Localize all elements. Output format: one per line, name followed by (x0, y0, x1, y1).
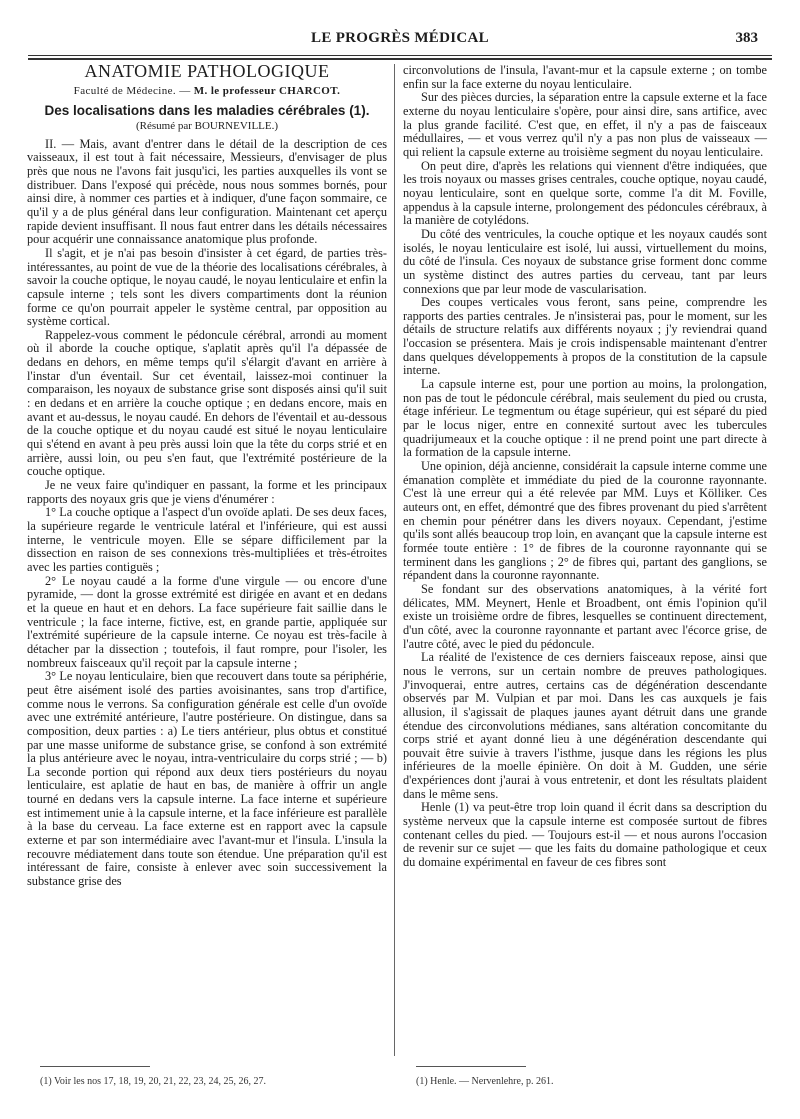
footnote-right: (1) Henle. — Nervenlehre, p. 261. (416, 1076, 554, 1087)
article-title: Des localisations dans les maladies cérébrales (1). (44, 103, 370, 119)
right-column (403, 64, 767, 870)
paragraph: 2° Le noyau caudé a la forme d'une virgule — ou encore d'une pyramide, — dont la grosse extrémité est dirigée en avant et en dedans et la queue en haut et en dehors. La face supérieure fait saillie dans le ventricule ; la face interne, fictive, est, en grande partie, appliquée sur l'extrémité supérieure de la capsule interne. Ce noyau est très-facile à détacher par la dissection ; toutefois, il faut rompre, pour l'isoler, les nombreux faisceaux qu'il reçoit par la capsule interne ; (27, 573, 387, 670)
paragraph: Henle (1) va peut-être trop loin quand il écrit dans sa description du système nerveux que la capsule interne est composée surtout de fibres contenant celles du pied. — Toujours est-il — et nous aurons l'occasion de revenir sur ce sujet — que les faits du domaine pathologique et ceux du domaine expérimental en faveur de ces fibres sont (403, 800, 767, 870)
paragraph-continued: circonvolutions de l'insula, l'avant-mur et la capsule externe ; on tombe enfin sur la face externe du noyau lenticulaire. (403, 63, 767, 91)
paragraph: 3° Le noyau lenticulaire, bien que recouvert dans toute sa périphérie, peut être aisément isolé des parties avoisinantes, sans trop d'artifice, comme nous le verrons. Sa configuration générale est celle d'un ovoïde avec une extrémité antérieure, l'autre postérieure. On distingue, dans sa composition, deux parties : a) Le tiers antérieur, plus obtus et constitué par une masse uniforme de substance grise, se confond à son extrémité la plus antérieure avec le noyau, intra-ventriculaire du corps strié ; — b) La seconde portion qui répond aux deux tiers postérieurs du noyau lenticulaire, est aplatie de haut en bas, de manière à offrir un angle tourné en dedans vers la capsule interne. La face interne et supérieure est intimement unie à la capsule interne, et la face inférieure est parallèle à la base du cerveau. La face externe est en rapport avec la capsule externe et par son intermédiaire avec l'avant-mur et l'insula. L'insula la recouvre médiatement dans toute son étendue. Une préparation qu'il est intéressant de faire, consiste à enlever avec soin successivement la substance grise des (27, 669, 387, 889)
section-title: ANATOMIE PATHOLOGIQUE (84, 61, 330, 81)
paragraph: Une opinion, déjà ancienne, considérait la capsule interne comme une émanation complète et immédiate du pied de la couronne rayonnante. C'est là une erreur qui a été relevée par MM. Luys et Kölliker. Ces auteurs ont, en effet, démontré que des fibres provenant du pied s'arrêtent en chemin pour pénétrer dans les divers noyaux. Cependant, j'estime qu'ils sont allés beaucoup trop loin, en avançant que la capsule interne est formée toute entière : 1° de fibres de la couronne rayonnante qui se terminent dans les ganglions ; 2° de fibres qui, partant des ganglions, se répandent dans la couronne rayonnante. (403, 459, 767, 583)
paragraph: La réalité de l'existence de ces derniers faisceaux repose, ainsi que nous le verrons, sur un certain nombre de preuves pathologiques. J'invoquerai, entre autres, certains cas de dégénération descendante observés par M. Vulpian et par moi. Dans les cas auxquels je fais allusion, il s'agissait de plaques jaunes ayant détruit dans une grande étendue des circonvolutions médianes, sans altération concomitante du corps strié et ayant donné lieu à une dégénération descendante qui pouvait être suivie à travers l'isthme, jusque dans les régions les plus inférieures de la moelle épinière. On doit à M. Gudden, une série d'expériences dont j'aurai à vous entretenir, et dont les résultats plaident dans le même sens. (403, 650, 767, 801)
running-title: LE PROGRÈS MÉDICAL (311, 30, 489, 46)
column-separator (394, 64, 395, 1056)
footnote-rule-right (416, 1066, 526, 1067)
paragraph: Sur des pièces durcies, la séparation entre la capsule externe et la face externe du noyau lenticulaire s'opère, pour ainsi dire, sans artifice, avec la plus grande facilité. C'est que, en effet, il n'y a pas de faisceaux médullaires, — et vous verrez qu'il n'y a pas non plus de vaisseaux — qui relient la capsule externe au troisième segment du noyau lenticulaire. (403, 90, 767, 159)
section-subtitle (27, 85, 387, 99)
paragraph: La capsule interne est, pour une portion au moins, la prolongation, non pas de tout le pédoncule cérébral, mais seulement du pied ou crusta, étage inférieur. Le tegmentum ou étage supérieur, qui est séparé du pied par le locus niger, entre en connexité surtout avec les tubercules quadrijumeaux et la couche optique : il ne prend point une part directe à la formation de la capsule interne. (403, 377, 767, 460)
paragraph: Il s'agit, et je n'ai pas besoin d'insister à cet égard, de parties très-intéressantes, au point de vue de la théorie des localisations cérébrales, à savoir la couche optique, le noyau caudé, le noyau lenticulaire et enfin la capsule interne ; tels sont les divers compartiments dont la réunion forme ce qu'on pourrait appeler le système central, par opposition au système cortical. (27, 245, 387, 329)
paragraph: Se fondant sur des observations anatomiques, à la vérité fort délicates, MM. Meynert, Henle et Broadbent, ont émis l'opinion qu'il existe un troisième ordre de fibres, lesquelles se continuent directement, d'un côté, avec la couronne rayonnante et partant avec l'écorce grise, de l'autre côté, avec le pied du pédoncule. (403, 581, 767, 651)
left-column (27, 61, 387, 889)
page-header (28, 30, 772, 52)
paragraph: Du côté des ventricules, la couche optique et les noyaux caudés sont isolés, le noyau lenticulaire est isolé, lui aussi, virtuellement du moins, du côté de l'insula. Ces noyaux de substance grise forment donc comme un système distinct des autres parties du cerveau, tant par leurs connexions que par leur mode de vascularisation. (403, 226, 767, 296)
article-byline: (Résumé par BOURNEVILLE.) (135, 119, 279, 132)
paragraph: Rappelez-vous comment le pédoncule cérébral, arrondi au moment où il aborde la couche optique, s'aplatit après qu'il l'a dépassée de dedans en dehors, en même temps qu'il s'élargit d'avant en arrière à l'instar d'un éventail. Sur cet éventail, laissez-moi continuer la comparaison, les noyaux de substance grise sont disposés ainsi qu'il suit : en dedans et en arrière la couche optique ; en dedans encore, mais en avant et au-dessus, le noyau caudé. En dehors de l'éventail et au-dessous de la couche optique et du noyau caudé est situé le noyau lenticulaire qui s'étend en avant à peu près aussi loin que la tête du corps strié et en arrière, aussi loin, ou peu s'en faut, que l'extrémité postérieure de la couche optique. (27, 327, 387, 479)
paragraph: Je ne veux faire qu'indiquer en passant, la forme et les principaux rapports des noyaux gris que je viens d'énumérer : (27, 478, 387, 506)
header-rule (28, 55, 772, 56)
footnote-rule-left (40, 1066, 150, 1067)
page-number: 383 (735, 30, 758, 46)
paragraph: 1° La couche optique a l'aspect d'un ovoïde aplati. De ses deux faces, la supérieure regarde le ventricule latéral et l'inférieure, qui est aussi interne, le ventricule moyen. Elle se sépare difficilement par la dissection en raison de ses connexions très-multipliées et très-étroites avec les parties contiguës ; (27, 505, 387, 574)
footnote-left: (1) Voir les nos 17, 18, 19, 20, 21, 22, 23, 24, 25, 26, 27. (40, 1076, 267, 1087)
faculty-label: Faculté de Médecine. — (73, 84, 194, 97)
professor-label: M. le professeur CHARCOT. (193, 84, 341, 97)
paragraph: II. — Mais, avant d'entrer dans le détail de la description de ces vaisseaux, il est tout à fait nécessaire, Messieurs, d'envisager de plus près que nous ne l'avons fait jusqu'ici, les parties auxquelles ils vont se distribuer. Dans l'exposé qui précède, nous nous sommes bornés, pour ainsi dire, à nommer ces parties et à indiquer, d'une façon sommaire, ce qu'il y a de plus général dans leur configuration. Maintenant cet aperçu rapide devient insuffisant. Il nous faut entrer dans les détails nécessaires pour acquérir une connaissance anatomique plus profonde. (27, 136, 387, 247)
paragraph: Des coupes verticales vous feront, sans peine, comprendre les rapports des parties centrales. Je n'insisterai pas, pour le moment, sur les détails de structure relatifs aux différents noyaux ; j'y reviendrai quand l'occasion se présentera. Mais je crois indispensable maintenant d'entrer dans quelques développements à propos de la constitution de la capsule interne. (403, 295, 767, 378)
header-rule-thick (28, 58, 772, 60)
paragraph: On peut dire, d'après les relations qui viennent d'être indiquées, que les trois noyaux ou masses grises centrales, couche optique, noyau caudé, noyau lenticulaire, sont en quelque sorte, comme l'a dit M. Foville, appendus à la capsule interne, prolongement des pédoncules cérébraux, à la manière de cotylédons. (403, 158, 767, 228)
